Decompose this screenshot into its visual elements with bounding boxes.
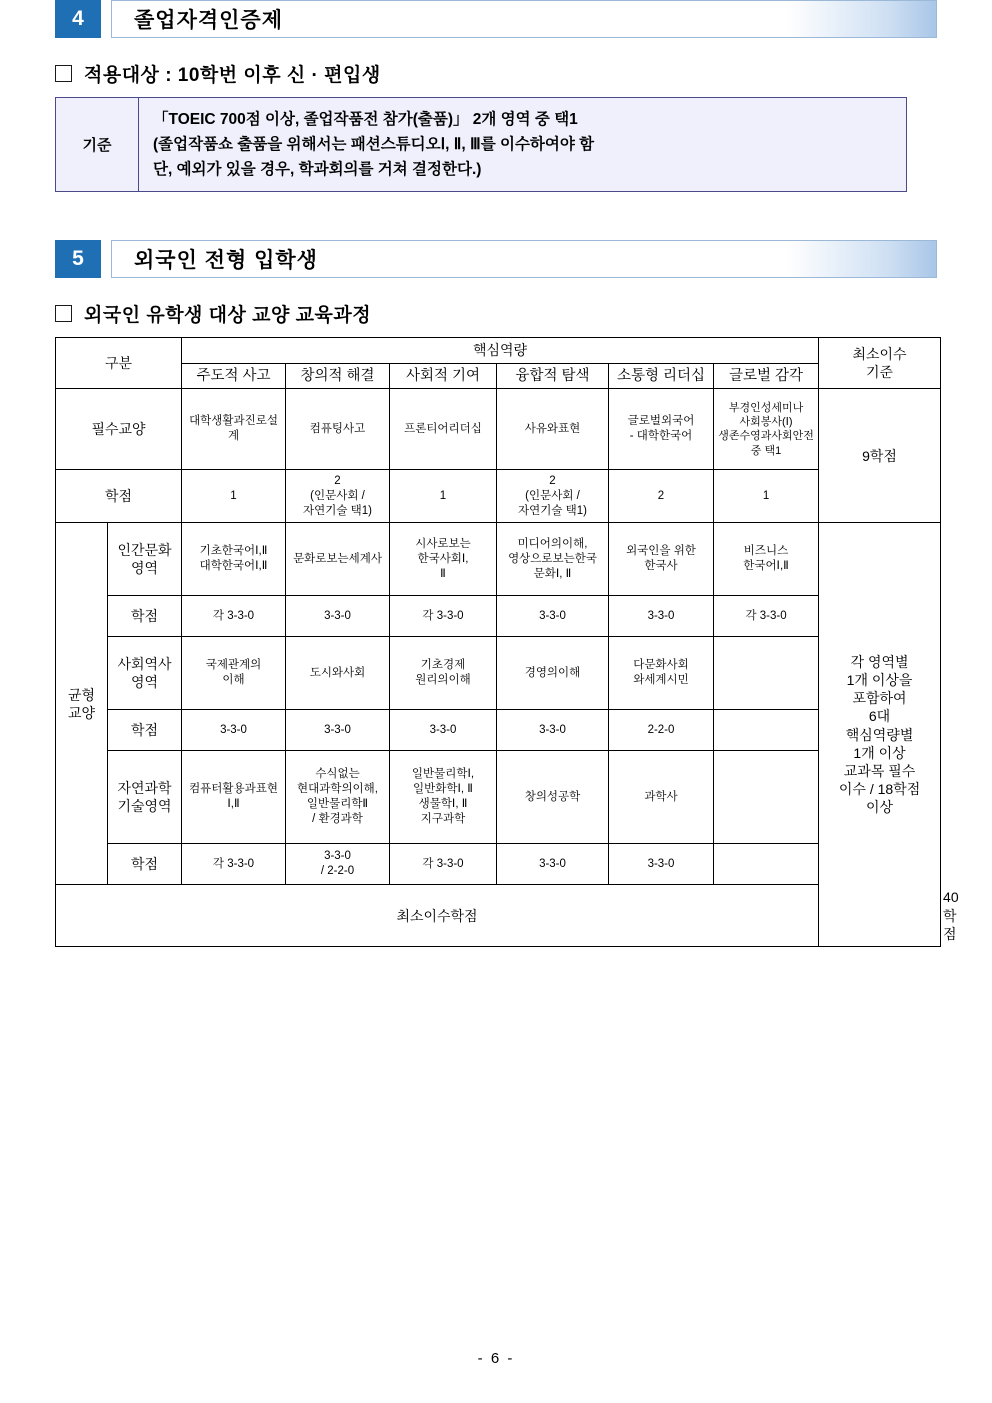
area2-credit-3: 3-3-0 — [497, 844, 609, 885]
table-header-row — [56, 338, 941, 363]
area2-credit-2: 각 3-3-0 — [390, 844, 497, 885]
section-title-5: 외국인 전형 입학생 — [134, 249, 318, 273]
area1-credit-0: 3-3-0 — [182, 710, 286, 751]
subheading-text: 외국인 유학생 대상 교양 교육과정 — [84, 305, 372, 327]
table-row-required-credits — [56, 470, 941, 523]
section-number-5: 5 — [55, 240, 101, 278]
criteria-table — [55, 97, 907, 192]
table-row — [56, 98, 907, 192]
area0-credit-5: 각 3-3-0 — [714, 596, 819, 637]
criteria-body-cell — [139, 98, 907, 192]
area0-course-3: 미디어의이해, 영상으로보는한국 문화Ⅰ, Ⅱ — [497, 523, 609, 596]
curriculum-table — [55, 337, 959, 947]
area1-course-4: 다문화사회 와세계시민 — [609, 637, 714, 710]
section-number-4: 4 — [55, 0, 101, 38]
area2-credit-1: 3-3-0 / 2-2-0 — [286, 844, 390, 885]
balanced-note: 각 영역별 1개 이상을 포함하여 6대 핵심역량별 1개 이상 교과목 필수 이수 / 18학점 이상 — [819, 523, 941, 947]
criteria-line-3: 단, 예외가 있을 경우, 학과회의를 거쳐 결정한다.) — [153, 161, 482, 179]
checkbox-icon — [55, 305, 72, 322]
checkbox-icon — [55, 65, 72, 82]
area1-credit-4: 2-2-0 — [609, 710, 714, 751]
section-title-4: 졸업자격인증제 — [134, 9, 284, 32]
required-credit-3: 2 (인문사회 / 자연기술 택1) — [497, 470, 609, 523]
page-footer: - 6 - — [477, 1350, 515, 1367]
area0-course-2: 시사로보는 한국사회Ⅰ, Ⅱ — [390, 523, 497, 596]
area0-credit-2: 각 3-3-0 — [390, 596, 497, 637]
criteria-line-1: 「TOEIC 700점 이상, 졸업작품전 참가(출품)」 2개 영역 중 택1 — [153, 111, 578, 128]
area-name-2: 자연과학 기술영역 — [108, 751, 182, 844]
table-row-required-courses — [56, 389, 941, 470]
header-col-4: 소통형 리더십 — [609, 363, 714, 389]
required-course-0: 대학생활과진로설계 — [182, 389, 286, 470]
section-header-5 — [55, 240, 937, 278]
required-course-4: 글로벌외국어 - 대학한국어 — [609, 389, 714, 470]
criteria-line-2: (졸업작품쇼 출품을 위해서는 패션스튜디오Ⅰ, Ⅱ, Ⅲ를 이수하여야 함 — [153, 136, 595, 154]
row-label-balanced: 균형 교양 — [56, 523, 108, 885]
area-name-0: 인간문화 영역 — [108, 523, 182, 596]
area1-course-5 — [714, 637, 819, 710]
area0-course-1: 문화로보는세계사 — [286, 523, 390, 596]
area2-course-3: 창의성공학 — [497, 751, 609, 844]
table-row-area2-credits — [56, 710, 941, 751]
area1-course-3: 경영의이해 — [497, 637, 609, 710]
header-gubun: 구분 — [56, 338, 182, 389]
subheading-applicable-target — [55, 60, 992, 87]
area0-credit-3: 3-3-0 — [497, 596, 609, 637]
area1-course-2: 기초경제 원리의이해 — [390, 637, 497, 710]
area1-credit-5 — [714, 710, 819, 751]
area2-course-0: 컴퓨터활용과표현 Ⅰ,Ⅱ — [182, 751, 286, 844]
area0-credit-label: 학점 — [108, 596, 182, 637]
header-min-credit: 최소이수 기준 — [819, 338, 941, 389]
area2-course-2: 일반물리학Ⅰ, 일반화학Ⅰ, Ⅱ 생물학Ⅰ, Ⅱ 지구과학 — [390, 751, 497, 844]
required-credit-5: 1 — [714, 470, 819, 523]
area2-course-5 — [714, 751, 819, 844]
area1-course-0: 국제관계의 이해 — [182, 637, 286, 710]
area1-credit-label: 학점 — [108, 710, 182, 751]
area0-course-5: 비즈니스 한국어Ⅰ,Ⅱ — [714, 523, 819, 596]
table-row-area3-credits — [56, 844, 941, 885]
table-row-area2-courses — [56, 637, 941, 710]
table-row-area1-courses — [56, 523, 941, 596]
area2-course-1: 수식없는 현대과학의이해, 일반물리학Ⅱ / 환경과학 — [286, 751, 390, 844]
subheading-foreign-curriculum — [55, 300, 992, 327]
area2-credit-5 — [714, 844, 819, 885]
table-row-area3-courses — [56, 751, 941, 844]
header-col-3: 융합적 탐색 — [497, 363, 609, 389]
area2-credit-label: 학점 — [108, 844, 182, 885]
header-col-2: 사회적 기여 — [390, 363, 497, 389]
required-credit-0: 1 — [182, 470, 286, 523]
subheading-text: 적용대상 : 10학번 이후 신 · 편입생 — [84, 65, 381, 86]
header-core-competency: 핵심역량 — [182, 338, 819, 363]
row-label-credit: 학점 — [56, 470, 182, 523]
total-label: 최소이수학점 — [56, 885, 819, 947]
area1-credit-2: 3-3-0 — [390, 710, 497, 751]
required-credit-2: 1 — [390, 470, 497, 523]
criteria-label-cell: 기준 — [56, 98, 139, 192]
required-course-1: 컴퓨팅사고 — [286, 389, 390, 470]
header-col-1: 창의적 해결 — [286, 363, 390, 389]
area2-credit-0: 각 3-3-0 — [182, 844, 286, 885]
area0-credit-1: 3-3-0 — [286, 596, 390, 637]
curriculum-table-wrapper — [55, 337, 992, 947]
area0-credit-4: 3-3-0 — [609, 596, 714, 637]
table-header-row — [56, 363, 941, 389]
area-name-1: 사회역사 영역 — [108, 637, 182, 710]
required-course-2: 프론티어리더십 — [390, 389, 497, 470]
table-row-area1-credits — [56, 596, 941, 637]
area1-credit-1: 3-3-0 — [286, 710, 390, 751]
table-row-total: 최소이수학점 40학점 — [56, 885, 941, 947]
required-min-credit: 9학점 — [819, 389, 941, 523]
section-title-bar-5 — [111, 240, 937, 278]
required-course-5: 부경인성세미나 사회봉사(Ⅰ) 생존수영과사회안전 중 택1 — [714, 389, 819, 470]
section-title-bar-4 — [111, 0, 937, 38]
area2-course-4: 과학사 — [609, 751, 714, 844]
required-credit-4: 2 — [609, 470, 714, 523]
required-course-3: 사유와표현 — [497, 389, 609, 470]
area0-course-0: 기초한국어Ⅰ,Ⅱ 대학한국어Ⅰ,Ⅱ — [182, 523, 286, 596]
area1-credit-3: 3-3-0 — [497, 710, 609, 751]
row-label-required: 필수교양 — [56, 389, 182, 470]
header-col-0: 주도적 사고 — [182, 363, 286, 389]
area2-credit-4: 3-3-0 — [609, 844, 714, 885]
section-header-4 — [55, 0, 937, 38]
area0-course-4: 외국인을 위한 한국사 — [609, 523, 714, 596]
header-col-5: 글로벌 감각 — [714, 363, 819, 389]
area0-credit-0: 각 3-3-0 — [182, 596, 286, 637]
area1-course-1: 도시와사회 — [286, 637, 390, 710]
required-credit-1: 2 (인문사회 / 자연기술 택1) — [286, 470, 390, 523]
